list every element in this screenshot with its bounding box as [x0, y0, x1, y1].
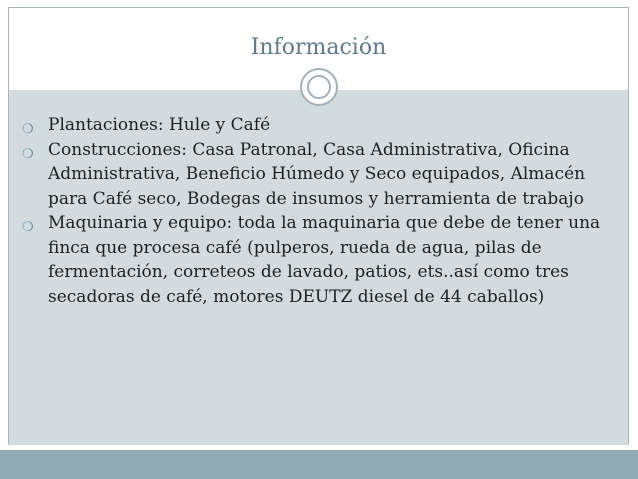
bullet-item: [22, 211, 617, 309]
footer-band: [0, 450, 638, 479]
bullet-icon: ❍: [22, 146, 34, 162]
bullet-icon: ❍: [22, 122, 34, 137]
bullet-icon: ❍: [22, 220, 34, 235]
decorative-circle-inner-icon: [307, 75, 331, 99]
bullet-text: Construcciones: Casa Patronal, Casa Administrativa, Oficina Administrativa, Beneficio Húmedo y Seco equipados, Almacén para Café seco, Bodegas de insumos y herramienta de trabajo: [48, 139, 586, 209]
bullet-item: [22, 113, 617, 138]
bullet-text: Maquinaria y equipo: toda la maquinaria que debe de tener una finca que procesa café (pulperos, rueda de agua, pilas de fermentación, correteos de lavado, patios, ets..así como tres secadoras de café, motores DEUTZ diesel de 44 caballos): [48, 213, 601, 307]
slide-title: Información: [250, 35, 387, 60]
bullet-item: [22, 138, 617, 212]
bullet-list: [22, 113, 617, 309]
decorative-circle-icon: [300, 68, 338, 106]
bullet-text: Plantaciones: Hule y Café: [48, 115, 271, 135]
